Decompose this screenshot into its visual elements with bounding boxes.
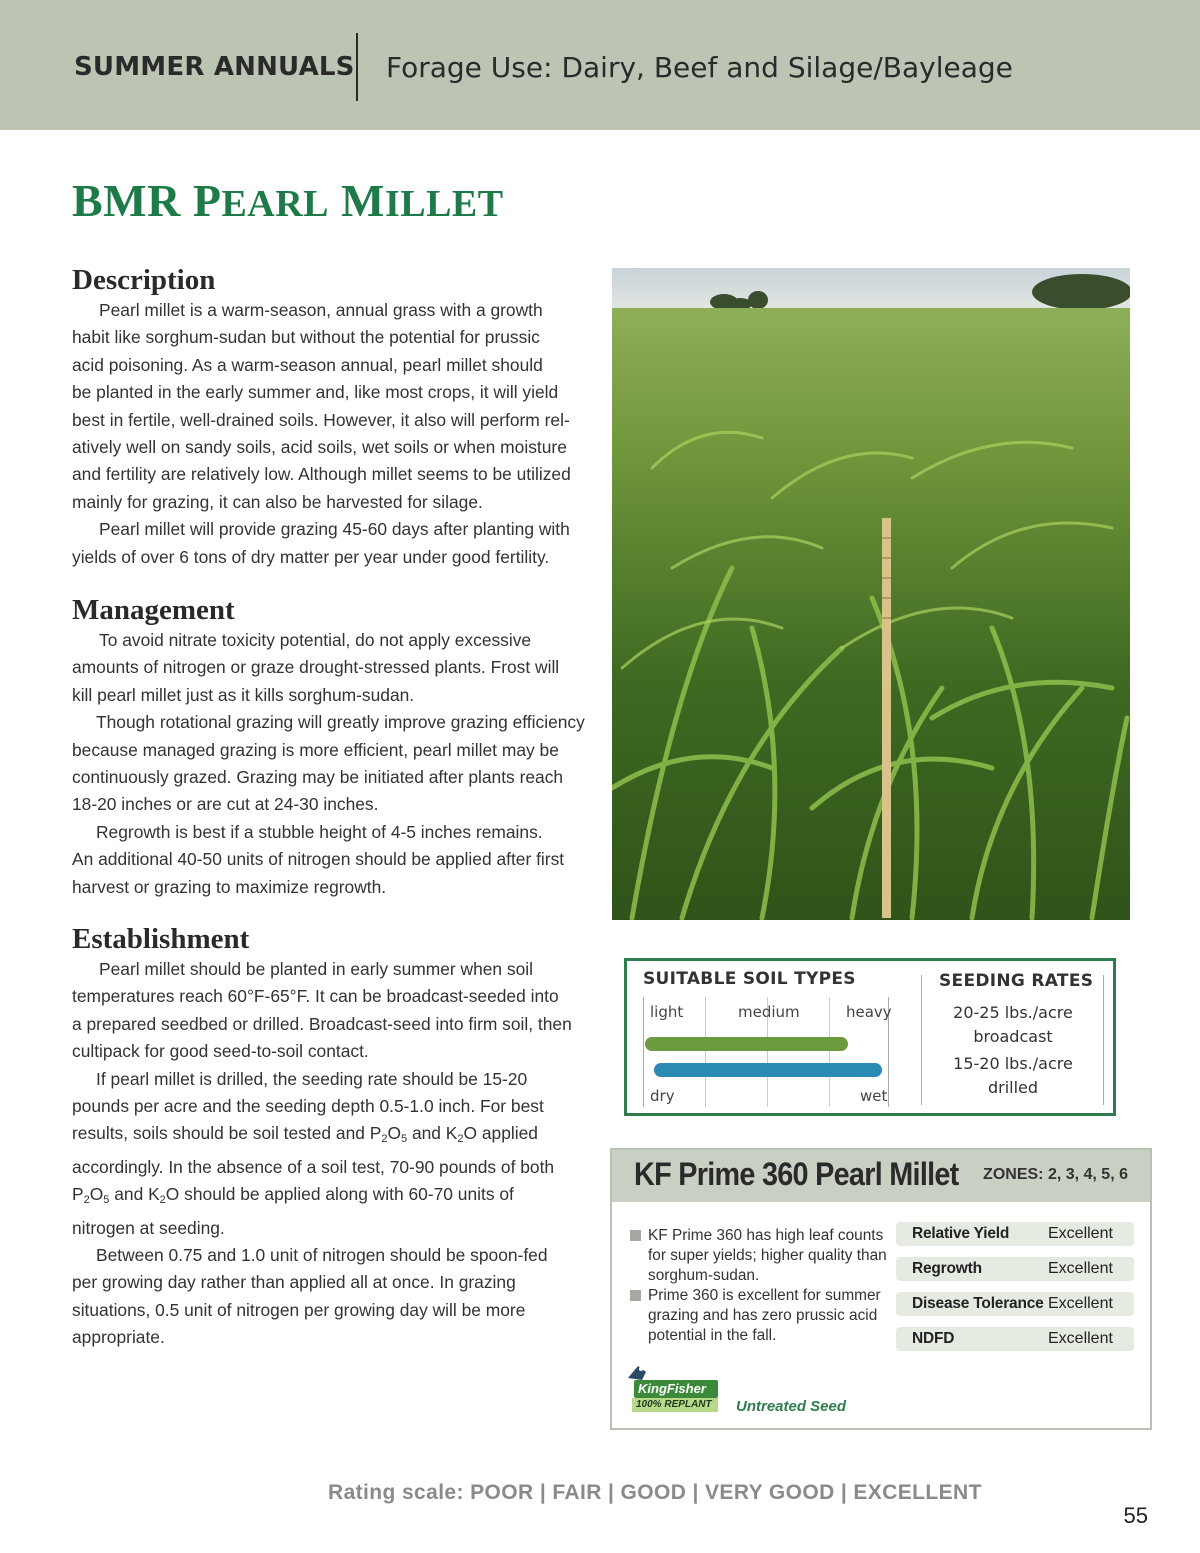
text-line: appropriate. bbox=[72, 1327, 165, 1348]
rating-value: Excellent bbox=[1048, 1260, 1113, 1277]
management-section bbox=[72, 594, 592, 901]
moisture-label-dry: dry bbox=[650, 1087, 675, 1105]
text-line: If pearl millet is drilled, the seeding rate should be 15-20 bbox=[96, 1068, 528, 1089]
rating-value: Excellent bbox=[1048, 1330, 1113, 1347]
page-number: 55 bbox=[1123, 1503, 1148, 1528]
logo-text: KingFisher bbox=[638, 1381, 706, 1396]
bullet-square-icon bbox=[630, 1230, 641, 1241]
texture-range-bar bbox=[645, 1037, 848, 1051]
text-line: Regrowth is best if a stubble height of 4-5 inches remains. bbox=[96, 821, 543, 842]
text-line: harvest or grazing to maximize regrowth. bbox=[72, 876, 387, 897]
management-heading: Management bbox=[72, 594, 235, 626]
seeding-rates-title: SEEDING RATES bbox=[939, 971, 1094, 991]
soil-types-chart bbox=[643, 997, 892, 1107]
rating-value: Excellent bbox=[1048, 1225, 1113, 1242]
text-line: amounts of nitrogen or graze drought-stressed plants. Frost will bbox=[72, 657, 560, 678]
section-label: SUMMER ANNUALS bbox=[74, 52, 355, 82]
variety-name: KF Prime 360 Pearl Millet bbox=[634, 1156, 959, 1192]
text-line: a prepared seedbed or drilled. Broadcast-seed into firm soil, then bbox=[72, 1013, 572, 1034]
seeding-divider bbox=[921, 975, 922, 1105]
text-line: Pearl millet is a warm-season, annual grass with a growth bbox=[99, 300, 543, 320]
text-line: nitrogen at seeding. bbox=[72, 1217, 225, 1238]
establishment-body bbox=[72, 956, 592, 1352]
kingfisher-logo bbox=[624, 1360, 720, 1418]
rating-name: Relative Yield bbox=[912, 1225, 1010, 1242]
text-line: $P_2O_5$ and $K_2O$ should be applied along with 60-70 units of bbox=[72, 1184, 514, 1207]
text-line: habit like sorghum-sudan but without the potential for prussic bbox=[72, 327, 540, 348]
header-divider bbox=[356, 33, 358, 101]
text-line: best in fertile, well-drained soils. However, it also will perform rel- bbox=[72, 409, 570, 430]
variety-bullet: Prime 360 is excellent for summer grazing and has zero prussic acid potential in the fall. bbox=[630, 1286, 892, 1346]
rating-row bbox=[896, 1222, 1134, 1246]
text-line: To avoid nitrate toxicity potential, do not apply excessive bbox=[99, 630, 532, 650]
title-word-bmr: BMR bbox=[72, 175, 181, 226]
rating-row bbox=[896, 1292, 1134, 1316]
management-body bbox=[72, 627, 592, 901]
text-line: yields of over 6 tons of dry matter per year under good fertility. bbox=[72, 546, 550, 567]
text-line: mainly for grazing, it can also be harvested for silage. bbox=[72, 491, 483, 512]
drilled-rate-label: drilled bbox=[987, 1078, 1039, 1097]
drilled-rate-value: 15-20 lbs./acre bbox=[953, 1054, 1073, 1073]
text-line: temperatures reach 60°F-65°F. It can be broadcast-seeded into bbox=[72, 986, 559, 1007]
text-line: and fertility are relatively low. Although millet seems to be utilized bbox=[72, 464, 571, 485]
text-line: Though rotational grazing will greatly improve grazing efficiency bbox=[96, 712, 585, 733]
title-cap-m: M bbox=[341, 175, 385, 226]
bullet-square-icon bbox=[630, 1290, 641, 1301]
text-line: An additional 40-50 units of nitrogen should be applied after first bbox=[72, 849, 565, 870]
variety-bullet: KF Prime 360 has high leaf counts for super yields; higher quality than sorghum-sudan. bbox=[630, 1226, 892, 1286]
soil-seeding-box bbox=[624, 958, 1116, 1116]
rating-row bbox=[896, 1327, 1134, 1351]
broadcast-rate-label: broadcast bbox=[973, 1027, 1053, 1046]
rating-value: Excellent bbox=[1048, 1295, 1113, 1312]
text-line: atively well on sandy soils, acid soils, wet soils or when moisture bbox=[72, 437, 567, 458]
description-heading: Description bbox=[72, 264, 216, 296]
forage-use-label: Forage Use: Dairy, Beef and Silage/Bayleage bbox=[386, 51, 1013, 84]
establishment-section bbox=[72, 923, 592, 1352]
text-line: continuously grazed. Grazing may be initiated after plants reach bbox=[72, 767, 564, 788]
description-body bbox=[72, 297, 592, 571]
text-line: Pearl millet should be planted in early summer when soil bbox=[99, 959, 534, 979]
title-rest-illet: ILLET bbox=[384, 183, 504, 225]
texture-label-heavy: heavy bbox=[846, 1003, 892, 1021]
rating-name: Regrowth bbox=[912, 1260, 982, 1277]
description-section bbox=[72, 264, 592, 571]
seeding-divider-right bbox=[1103, 975, 1104, 1105]
text-line: acid poisoning. As a warm-season annual, pearl millet should bbox=[72, 354, 543, 375]
text-line: be planted in the early summer and, like most crops, it will yield bbox=[72, 382, 559, 403]
page-title bbox=[72, 174, 504, 227]
establishment-heading: Establishment bbox=[72, 923, 250, 955]
moisture-range-bar bbox=[654, 1063, 882, 1077]
text-line: Between 0.75 and 1.0 unit of nitrogen should be spoon-fed bbox=[96, 1245, 548, 1266]
rating-row bbox=[896, 1257, 1134, 1281]
text-line: accordingly. In the absence of a soil test, 70-90 pounds of both bbox=[72, 1156, 555, 1177]
text-line: per growing day rather than applied all at once. In grazing bbox=[72, 1272, 516, 1293]
logo-subtext: 100% REPLANT bbox=[636, 1399, 712, 1410]
text-line: situations, 0.5 unit of nitrogen per growing day will be more bbox=[72, 1299, 526, 1320]
grid-line bbox=[829, 997, 830, 1107]
variety-zones: ZONES: 2, 3, 4, 5, 6 bbox=[983, 1166, 1128, 1183]
drilled-rate bbox=[923, 1052, 1103, 1100]
text-line: Pearl millet will provide grazing 45-60 days after planting with bbox=[99, 519, 570, 540]
texture-label-medium: medium bbox=[738, 1003, 800, 1021]
page-header bbox=[0, 0, 1200, 130]
rating-name: Disease Tolerance bbox=[912, 1295, 1044, 1312]
soil-types-title: SUITABLE SOIL TYPES bbox=[643, 969, 856, 989]
untreated-seed-note: Untreated Seed bbox=[736, 1398, 847, 1415]
rating-name: NDFD bbox=[912, 1330, 955, 1347]
text-line: pounds per acre and the seeding depth 0.5-1.0 inch. For best bbox=[72, 1096, 544, 1117]
millet-field-photo bbox=[612, 268, 1130, 920]
text-line: 18-20 inches or are cut at 24-30 inches. bbox=[72, 794, 379, 815]
title-cap-p: P bbox=[192, 175, 222, 226]
text-line: results, soils should be soil tested and $P_2O_5$ and $K_2O$ applied bbox=[72, 1123, 538, 1146]
variety-box bbox=[610, 1148, 1152, 1430]
grid-line bbox=[705, 997, 706, 1107]
text-line: cultipack for good seed-to-soil contact. bbox=[72, 1041, 369, 1062]
broadcast-rate bbox=[923, 1001, 1103, 1049]
broadcast-rate-value: 20-25 lbs./acre bbox=[953, 1003, 1073, 1022]
moisture-label-wet: wet bbox=[860, 1087, 888, 1105]
text-line: kill pearl millet just as it kills sorghum-sudan. bbox=[72, 684, 415, 705]
title-rest-earl: EARL bbox=[221, 183, 330, 225]
variety-header bbox=[612, 1150, 1150, 1202]
text-line: because managed grazing is more efficient, pearl millet may be bbox=[72, 739, 559, 760]
rating-scale: Rating scale: POOR | FAIR | GOOD | VERY GOOD | EXCELLENT bbox=[328, 1481, 982, 1504]
texture-label-light: light bbox=[650, 1003, 684, 1021]
